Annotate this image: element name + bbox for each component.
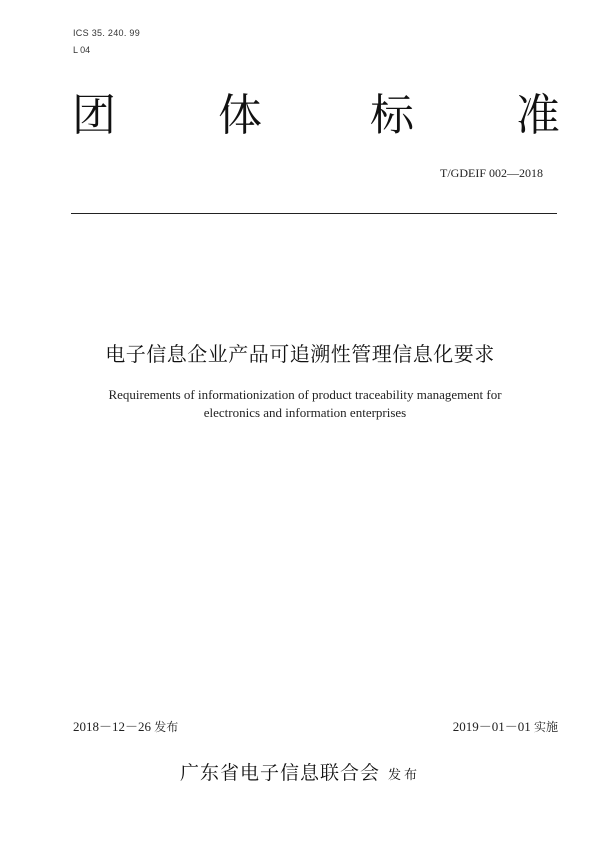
heading-char-2: 体 — [218, 90, 262, 141]
issue-date-block — [73, 716, 178, 735]
implement-label: 实施 — [533, 720, 558, 734]
publisher-line — [0, 758, 600, 785]
publisher-action: 发布 — [388, 768, 421, 783]
heading-char-4: 准 — [516, 90, 560, 141]
title-english — [60, 386, 550, 422]
title-english-line-1: Requirements of informationization of product traceability management for — [108, 387, 502, 402]
title-chinese: 电子信息企业产品可追溯性管理信息化要求 — [105, 342, 495, 366]
heading-char-3: 标 — [370, 90, 414, 141]
heading-char-1: 团 — [72, 90, 116, 141]
issue-label: 发布 — [154, 720, 179, 734]
header-divider — [71, 213, 557, 214]
standard-number: T/GDEIF 002—2018 — [440, 166, 543, 180]
issue-date: 2018－12－26 — [73, 719, 152, 734]
document-type-heading — [70, 88, 562, 144]
publisher-org: 广东省电子信息联合会 — [179, 762, 380, 784]
ics-code: ICS 35. 240. 99 — [73, 28, 141, 38]
implement-date-block — [453, 716, 558, 735]
implement-date: 2019－01－01 — [452, 719, 531, 734]
title-english-line-2: electronics and information enterprises — [203, 405, 407, 420]
ccs-code: L 04 — [73, 45, 91, 55]
